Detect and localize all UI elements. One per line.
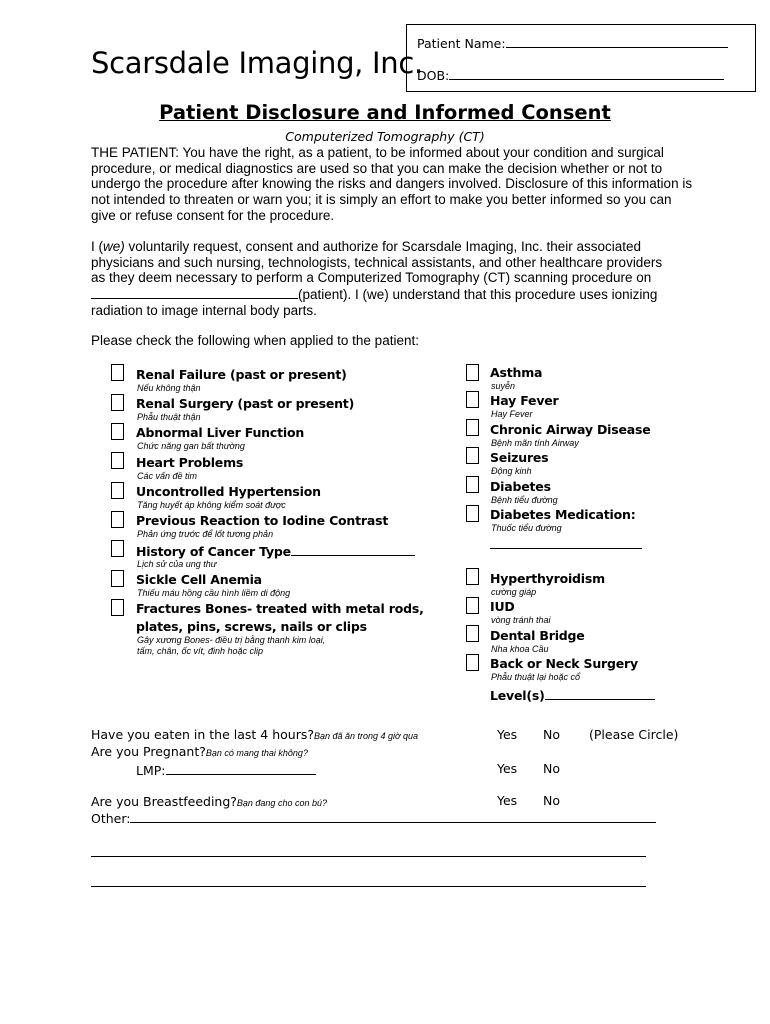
item-sub-seizures: Động kinh <box>491 466 532 476</box>
other-row <box>91 810 656 826</box>
question-eaten <box>91 727 418 742</box>
consent-line: physicians and such nursing, technologists, technical assistants, and other healthcare providers <box>91 254 663 270</box>
item-label-fractures-bones-2: plates, pins, screws, nails or clips <box>136 619 367 634</box>
answer-pregnant-no[interactable]: No <box>543 761 560 776</box>
checkbox-renal-failure[interactable] <box>111 364 124 381</box>
please-circle-note: (Please Circle) <box>589 727 679 742</box>
item-sub-hyperthyroidism: cường giáp <box>491 587 537 597</box>
item-sub-diabetes: Bệnh tiểu đường <box>491 495 558 505</box>
item-label-seizures: Seizures <box>490 450 549 465</box>
item-label-iud: IUD <box>490 599 515 614</box>
item-label-abnormal-liver: Abnormal Liver Function <box>136 425 305 440</box>
consent-line <box>91 239 691 255</box>
consent-line <box>91 286 691 303</box>
answer-pregnant-yes[interactable]: Yes <box>497 761 518 776</box>
item-label-uncontrolled-hypertension: Uncontrolled Hypertension <box>136 484 321 499</box>
lmp-label: LMP: <box>136 763 166 778</box>
intro-line: undergo the procedure after knowing the risks and dangers involved. Disclosure of this information is <box>91 176 693 192</box>
question-eaten-label: Have you eaten in the last 4 hours? <box>91 727 314 742</box>
checkbox-sickle-cell[interactable] <box>111 570 124 587</box>
levels-label: Level(s) <box>490 688 545 703</box>
item-sub-iodine-reaction: Phản ứng trước để lốt tương phản <box>137 529 274 539</box>
patient-info-box <box>406 24 756 92</box>
checkbox-asthma[interactable] <box>466 364 479 381</box>
patient-name-field[interactable] <box>506 35 728 48</box>
intro-paragraph <box>91 145 691 224</box>
question-pregnant-vi: Bạn có mang thai không? <box>205 748 308 758</box>
item-sub-chronic-airway: Bệnh mãn tính Airway <box>491 438 579 448</box>
consent-paragraph <box>91 239 691 319</box>
consent-line1-text: voluntarily request, consent and authorize for Scarsdale Imaging, Inc. their associated <box>124 239 642 254</box>
item-sub-history-of-cancer: Lịch sử của ung thư <box>137 559 217 569</box>
item-label-hyperthyroidism: Hyperthyroidism <box>490 571 605 586</box>
company-name: Scarsdale Imaging, Inc. <box>91 46 423 80</box>
item-sub-renal-failure: Nếu không thận <box>137 383 201 393</box>
checkbox-diabetes[interactable] <box>466 476 479 493</box>
levels-field[interactable] <box>545 687 655 700</box>
other-label: Other: <box>91 811 131 826</box>
item-label-heart-problems: Heart Problems <box>136 455 244 470</box>
patient-name-row <box>417 35 728 51</box>
item-sub-fractures-bones: Gây xương Bones- điều trị bằng thanh kim loại, <box>137 635 326 645</box>
form-title: Patient Disclosure and Informed Consent <box>159 101 611 124</box>
other-field[interactable] <box>130 810 656 823</box>
answer-breastfeeding-no[interactable]: No <box>543 793 560 808</box>
item-label-history-of-cancer <box>136 543 415 559</box>
question-breastfeeding-label: Are you Breastfeeding? <box>91 794 237 809</box>
other-line-3[interactable] <box>91 886 646 887</box>
item-sub-uncontrolled-hypertension: Tăng huyết áp không kiểm soát được <box>137 500 286 510</box>
item-sub-sickle-cell: Thiếu máu hồng cầu hình liềm di động <box>137 588 291 598</box>
checkbox-heart-problems[interactable] <box>111 452 124 469</box>
checkbox-abnormal-liver[interactable] <box>111 423 124 440</box>
checkbox-seizures[interactable] <box>466 447 479 464</box>
item-sub-asthma: suyễn <box>491 381 516 391</box>
question-eaten-vi: Bạn đã ăn trong 4 giờ qua <box>313 731 419 741</box>
lmp-field[interactable] <box>166 762 316 775</box>
consent-line4-text: (patient). I (we) understand that this procedure uses ionizing <box>298 287 658 303</box>
item-label-dental-bridge: Dental Bridge <box>490 628 585 643</box>
item-sub-renal-surgery: Phẫu thuật thận <box>137 412 201 422</box>
consent-we: we) <box>103 239 125 254</box>
checkbox-history-of-cancer[interactable] <box>111 540 124 557</box>
item-label-hay-fever: Hay Fever <box>490 393 559 408</box>
checkbox-uncontrolled-hypertension[interactable] <box>111 482 124 499</box>
dob-label: DOB: <box>417 68 450 83</box>
item-sub-iud: vòng tránh thai <box>491 615 551 625</box>
checkbox-dental-bridge[interactable] <box>466 625 479 642</box>
dob-row <box>417 67 724 83</box>
checkbox-renal-surgery[interactable] <box>111 394 124 411</box>
checkbox-diabetes-medication[interactable] <box>466 505 479 522</box>
item-label-iodine-reaction: Previous Reaction to Iodine Contrast <box>136 513 389 528</box>
item-label-back-neck-surgery: Back or Neck Surgery <box>490 656 638 671</box>
question-pregnant-label: Are you Pregnant? <box>91 744 206 759</box>
checkbox-hay-fever[interactable] <box>466 391 479 408</box>
checkbox-hyperthyroidism[interactable] <box>466 568 479 585</box>
intro-line: give or refuse consent for the procedure. <box>91 207 335 223</box>
question-breastfeeding <box>91 794 327 809</box>
answer-eaten-yes[interactable]: Yes <box>497 727 518 742</box>
item-sub-back-neck-surgery: Phẫu thuật lại hoặc cổ <box>491 672 581 682</box>
item-label-diabetes: Diabetes <box>490 479 551 494</box>
item-label-sickle-cell: Sickle Cell Anemia <box>136 572 262 587</box>
dob-field[interactable] <box>449 67 724 80</box>
item-sub-abnormal-liver: Chức năng gan bất thường <box>137 441 245 451</box>
intro-line: not intended to threaten or warn you; it is simply an effort to make you better informed so you can <box>91 192 672 208</box>
consent-line: radiation to image internal body parts. <box>91 302 317 318</box>
item-label-asthma: Asthma <box>490 365 543 380</box>
patient-blank-field[interactable] <box>91 286 298 299</box>
answer-breastfeeding-yes[interactable]: Yes <box>497 793 518 808</box>
levels-row <box>490 687 655 703</box>
cancer-type-field[interactable] <box>291 543 415 556</box>
item-label-diabetes-medication: Diabetes Medication: <box>490 507 636 522</box>
question-pregnant <box>91 744 308 759</box>
question-breastfeeding-vi: Bạn đang cho con bú? <box>236 798 327 808</box>
intro-line: procedure, or medical diagnostics are used so that you can make the decision whether or not to <box>91 160 663 176</box>
patient-name-label: Patient Name: <box>417 36 506 51</box>
item-label-fractures-bones: Fractures Bones- treated with metal rods, <box>136 601 424 616</box>
item-sub-diabetes-medication: Thuốc tiểu đường <box>491 523 562 533</box>
checkbox-iud[interactable] <box>466 597 479 614</box>
checkbox-chronic-airway[interactable] <box>466 419 479 436</box>
checkbox-back-neck-surgery[interactable] <box>466 654 479 671</box>
diabetes-medication-field[interactable] <box>490 548 642 549</box>
item-label-renal-surgery: Renal Surgery (past or present) <box>136 396 355 411</box>
form-subtitle: Computerized Tomography (CT) <box>285 129 485 144</box>
other-line-2[interactable] <box>91 856 646 857</box>
item-label-renal-failure: Renal Failure (past or present) <box>136 367 347 382</box>
checkbox-iodine-reaction[interactable] <box>111 511 124 528</box>
item-sub-fractures-bones-2: tấm, chân, ốc vít, đinh hoặc clip <box>137 646 264 656</box>
lmp-row <box>136 762 316 778</box>
item-sub-heart-problems: Các vấn đề tim <box>137 471 198 481</box>
item-sub-hay-fever: Hay Fever <box>491 409 533 419</box>
consent-i: I ( <box>91 239 103 254</box>
consent-line: as they deem necessary to perform a Computerized Tomography (CT) scanning procedure on <box>91 270 652 286</box>
item-sub-dental-bridge: Nha khoa Cầu <box>491 644 549 654</box>
check-instruction: Please check the following when applied to the patient: <box>91 333 419 348</box>
item-label-chronic-airway: Chronic Airway Disease <box>490 422 651 437</box>
intro-line: THE PATIENT: You have the right, as a patient, to be informed about your condition and surgical <box>91 145 664 160</box>
answer-eaten-no[interactable]: No <box>543 727 560 742</box>
checkbox-fractures-bones[interactable] <box>111 599 124 616</box>
history-of-cancer-label: History of Cancer Type <box>136 544 291 559</box>
